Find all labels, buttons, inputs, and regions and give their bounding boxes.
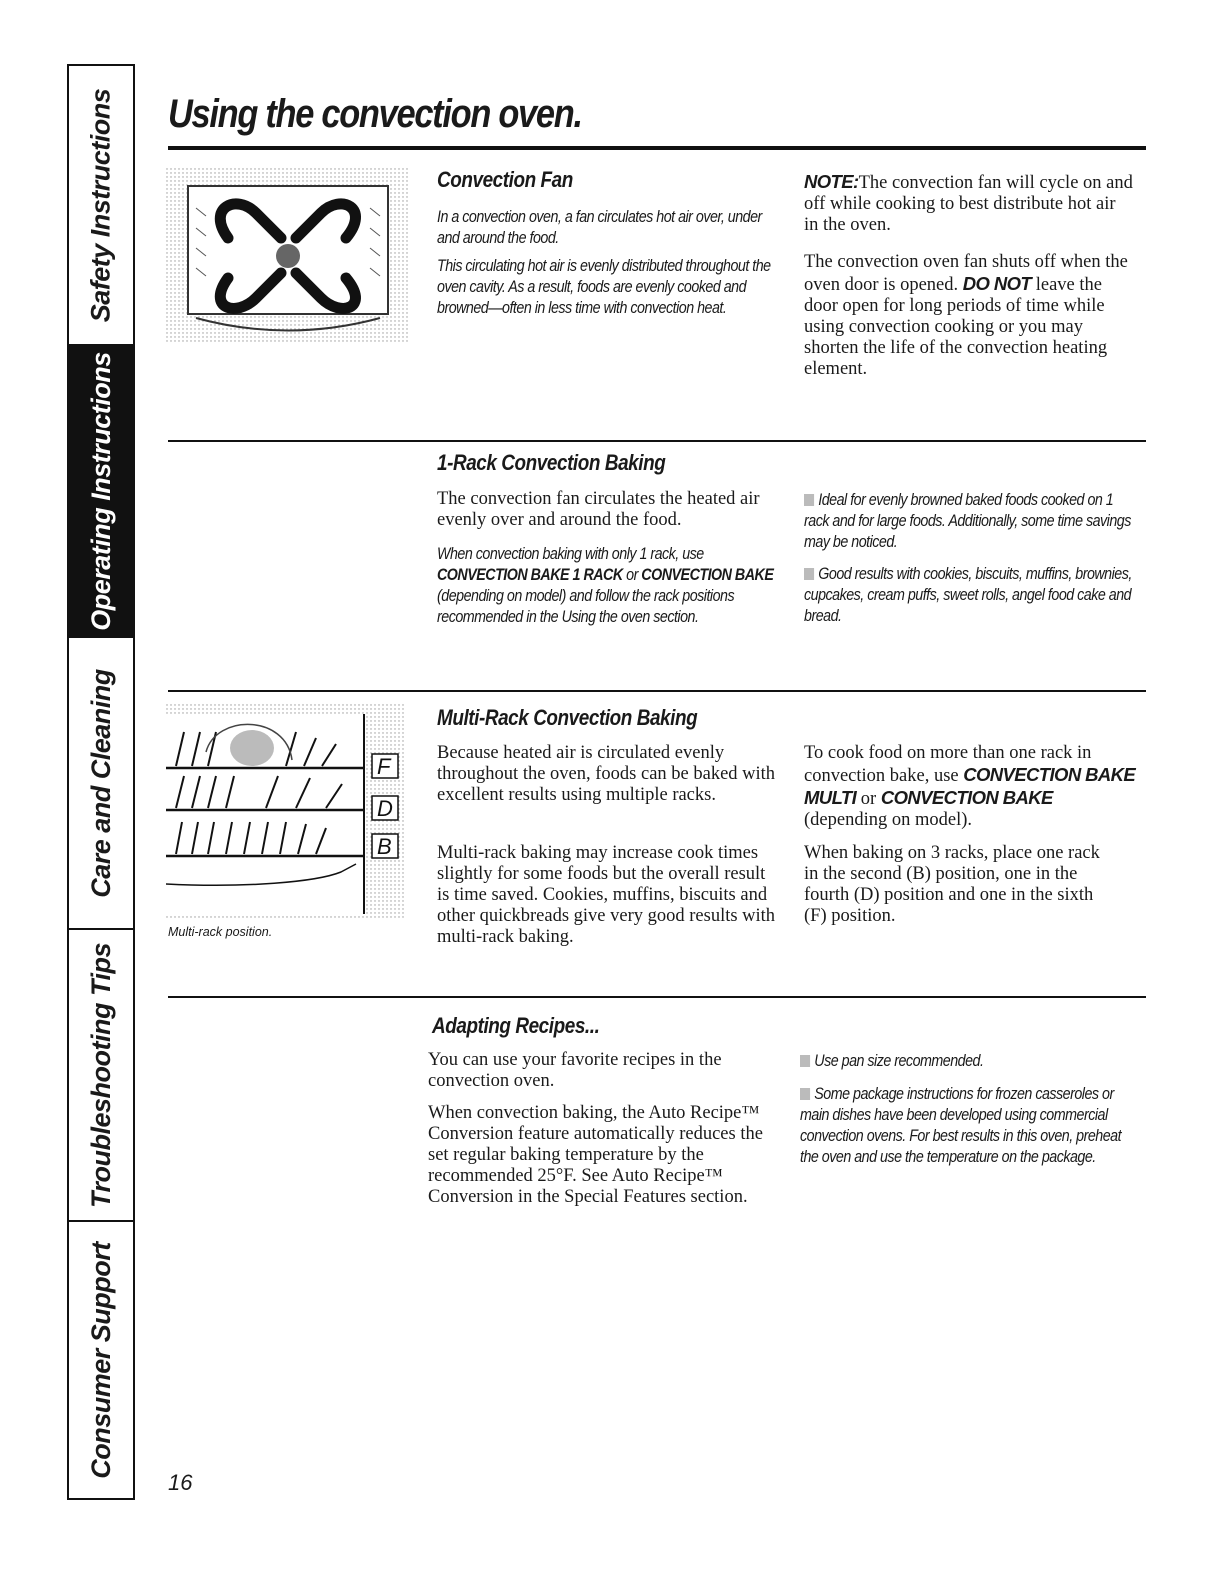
adapting-recipes-heading: Adapting Recipes... [432, 1013, 600, 1038]
adapting-text-1: You can use your favorite recipes in the convection oven. [428, 1050, 722, 1091]
rack-label-b: B [377, 834, 392, 859]
multi-rack-text-2: Multi-rack baking may increase cook times slightly for some foods but the overall result is time saved. Cookies, muffins, biscuits and other quickbreads give very good results with multi-rack baking. [437, 843, 776, 947]
adapting-bullet-1: Use pan size recommended. [800, 1050, 1136, 1071]
convection-fan-note: NOTE:The convection fan will cycle on and off while cooking to best distribute hot air in the oven. [804, 171, 1133, 235]
note-label: NOTE: [804, 171, 859, 192]
multi-rack-illustration [166, 704, 406, 924]
multi-rack-caption: Multi-rack position. [168, 925, 273, 939]
tab-consumer-support[interactable]: Consumer Support [85, 1241, 116, 1479]
one-rack-text-1: The convection fan circulates the heated air evenly over and around the food. [437, 489, 760, 530]
one-rack-bullet-1: Ideal for evenly browned baked foods cooked on 1 rack and for large foods. Additionally, some time savings may be noticed. [804, 490, 1131, 551]
one-rack-text-2: When convection baking with only 1 rack, use CONVECTION BAKE 1 RACK or CONVECTION BAKE (depending on model) and follow the rack positions recommended in the Using the oven section. [437, 544, 774, 626]
page-number: 16 [168, 1470, 193, 1495]
page-title: Using the convection oven. [168, 92, 582, 136]
adapting-bullet-2: Some package instructions for frozen casseroles or main dishes have been developed using commercial convection ovens. For best results in this oven, preheat the oven and use the temperature on the package. [800, 1084, 1122, 1166]
bullet-icon [800, 1088, 810, 1100]
tab-care-and-cleaning[interactable]: Care and Cleaning [69, 638, 133, 930]
rack-label-f: F [377, 754, 391, 779]
one-rack-heading: 1-Rack Convection Baking [437, 450, 666, 475]
bullet-icon [804, 568, 814, 580]
convection-fan-text-2: This circulating hot air is evenly distributed throughout the oven cavity. As a result, foods are evenly cooked and browned—often in less time with convection heat. [437, 256, 771, 317]
section-divider [168, 690, 1146, 692]
section-divider [168, 440, 1146, 442]
adapting-text-2: When convection baking, the Auto Recipe™ Conversion feature automatically reduces the set regular baking temperature by the recommended 25°F. See Auto Recipe™ Conversion in the Special Features section. [428, 1103, 763, 1207]
one-rack-bullet-2: Good results with cookies, biscuits, muffins, brownies, cupcakes, cream puffs, sweet rolls, angel food cake and bread. [804, 564, 1132, 625]
tab-operating-instructions[interactable]: Operating Instructions [69, 346, 133, 638]
bullet-icon [800, 1055, 810, 1067]
multi-rack-heading: Multi-Rack Convection Baking [437, 705, 698, 730]
convection-fan-text-1: In a convection oven, a fan circulates hot air over, under and around the food. [437, 207, 762, 247]
tab-safety-instructions[interactable]: Safety Instructions [69, 66, 133, 346]
convection-fan-heading: Convection Fan [437, 167, 573, 192]
convection-fan-door-warning: The convection oven fan shuts off when the oven door is opened. DO NOT leave the door open for long periods of time while using convection cooking or you may shorten the life of the convection heating element. [804, 252, 1128, 379]
section-divider [168, 996, 1146, 998]
title-rule [168, 146, 1146, 150]
multi-rack-text-3: To cook food on more than one rack in convection bake, use CONVECTION BAKE MULTI or CONVECTION BAKE (depending on model). [804, 743, 1136, 830]
multi-rack-text-1: Because heated air is circulated evenly throughout the oven, foods can be baked with excellent results using multiple racks. [437, 743, 776, 805]
rack-label-d: D [377, 796, 393, 821]
multi-rack-text-4: When baking on 3 racks, place one rack in the second (B) position, one in the fourth (D) position and one in the sixth (F) position. [804, 843, 1100, 926]
section-tab-strip [67, 64, 135, 1500]
tab-troubleshooting-tips[interactable]: Troubleshooting Tips [69, 930, 133, 1222]
bullet-icon [804, 494, 814, 506]
convection-fan-illustration [166, 168, 410, 348]
